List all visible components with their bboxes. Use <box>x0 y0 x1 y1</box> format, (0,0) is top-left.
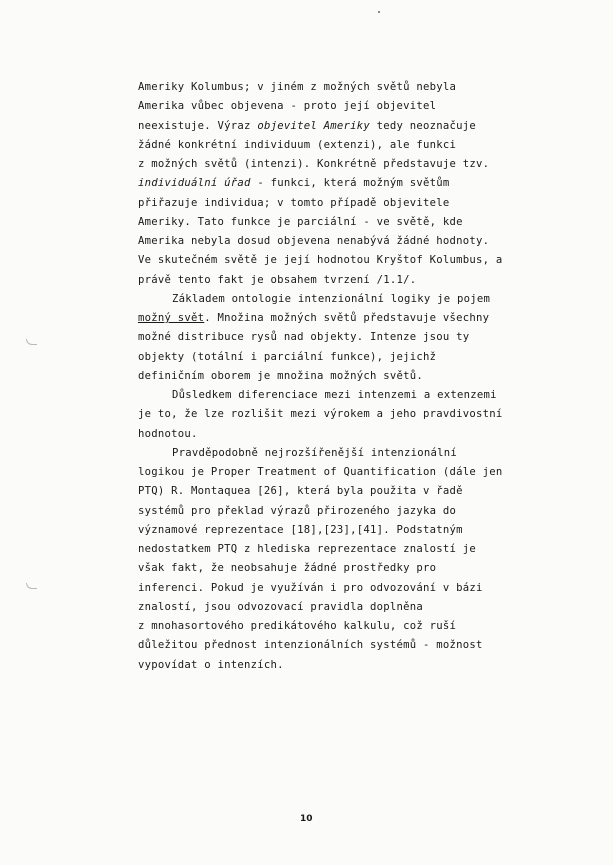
text-line <box>138 174 568 193</box>
text-line <box>138 502 568 521</box>
text-line <box>138 386 568 405</box>
text-line <box>138 328 568 347</box>
scan-speck <box>378 11 380 13</box>
scan-hole-mark-lower <box>26 583 37 589</box>
text-segment: přiřazuje individua; v tomto případě objevitele <box>138 196 450 209</box>
text-segment: tedy neoznačuje <box>370 119 477 132</box>
text-line <box>138 251 568 270</box>
text-segment: Ameriky. Tato funkce je parciální - ve světě, kde <box>138 215 463 228</box>
text-segment: systémů pro překlad výrazů přirozeného jazyka do <box>138 504 457 517</box>
text-line <box>138 290 568 309</box>
text-line <box>138 136 568 155</box>
text-line <box>138 78 568 97</box>
text-line <box>138 559 568 578</box>
text-line <box>138 232 568 251</box>
text-segment: . Množina možných světů představuje všechny <box>204 312 490 324</box>
text-line <box>138 579 568 598</box>
text-line <box>138 97 568 116</box>
text-line <box>138 636 568 655</box>
text-segment: logikou je Proper Treatment of Quantification (dále jen <box>138 466 503 478</box>
text-line <box>138 617 568 636</box>
text-line <box>138 521 568 540</box>
text-line <box>138 367 568 386</box>
body-text <box>138 78 568 675</box>
text-segment: z možných světů (intenzi). Konkrétně představuje tzv. <box>138 158 490 170</box>
text-line <box>138 271 568 290</box>
text-segment: žádné konkrétní individuum (extenzi), ale funkci <box>138 138 457 151</box>
text-line <box>138 463 568 482</box>
text-segment: PTQ) R. Montaquea [26], která byla použita v řadě <box>138 485 463 498</box>
text-line <box>138 348 568 367</box>
text-line <box>138 444 568 463</box>
italic-term: individuální úřad <box>138 177 251 190</box>
text-line <box>138 213 568 232</box>
text-segment: Důsledkem diferenciace mezi intenzemi a extenzemi <box>172 389 497 401</box>
text-segment: - funkci, která možným světům <box>250 177 450 190</box>
text-segment: Základem ontologie intenzionální logiky je pojem <box>172 292 491 305</box>
text-segment: inferenci. Pokud je využíván i pro odvozování v bázi <box>138 581 483 594</box>
text-line <box>138 309 568 328</box>
text-segment: však fakt, že neobsahuje žádné prostředky pro <box>138 562 437 575</box>
text-segment: důležitou přednost intenzionálních systémů - možnost <box>138 639 483 652</box>
text-line <box>138 656 568 675</box>
text-line <box>138 425 568 444</box>
text-line <box>138 155 568 174</box>
italic-term: objevitel Ameriky <box>257 119 370 132</box>
text-segment: objekty (totální i parciální funkce), jejichž <box>138 350 437 363</box>
text-segment: významové reprezentace [18],[23],[41]. Podstatným <box>138 523 463 536</box>
underlined-term: možný svět <box>138 312 205 324</box>
text-segment: Amerika nebyla dosud objevena nenabývá žádné hodnoty. <box>138 235 490 247</box>
text-line <box>138 540 568 559</box>
text-line <box>138 117 568 136</box>
page-number: 10 <box>300 814 313 824</box>
text-segment: znalostí, jsou odvozovací pravidla doplněna <box>138 600 424 613</box>
text-segment: je to, že lze rozlišit mezi výrokem a jeho pravdivostní <box>138 408 503 421</box>
text-line <box>138 482 568 501</box>
text-line <box>138 405 568 424</box>
text-segment: definičním oborem je množina možných světů. <box>138 369 424 382</box>
text-segment: nedostatkem PTQ z hlediska reprezentace znalostí je <box>138 543 477 555</box>
text-segment: z mnohasortového predikátového kalkulu, což ruší <box>138 620 457 632</box>
text-segment: neexistuje. Výraz <box>138 119 258 132</box>
text-segment: Ve skutečném světě je její hodnotou Kryštof Kolumbus, a <box>138 254 503 267</box>
text-segment: vypovídat o intenzích. <box>138 658 284 671</box>
text-segment: Pravděpodobně nejrozšířenější intenzionální <box>172 446 458 459</box>
text-segment: právě tento fakt je obsahem tvrzení /1.1/. <box>138 273 417 286</box>
text-line <box>138 598 568 617</box>
text-segment: možné distribuce rysů nad objekty. Intenze jsou ty <box>138 331 470 344</box>
text-segment: Amerika vůbec objevena - proto její objevitel <box>138 100 437 113</box>
text-line <box>138 194 568 213</box>
text-segment: hodnotou. <box>138 427 198 440</box>
scan-hole-mark-upper <box>26 339 37 345</box>
text-segment: Ameriky Kolumbus; v jiném z možných světů nebyla <box>138 81 457 93</box>
